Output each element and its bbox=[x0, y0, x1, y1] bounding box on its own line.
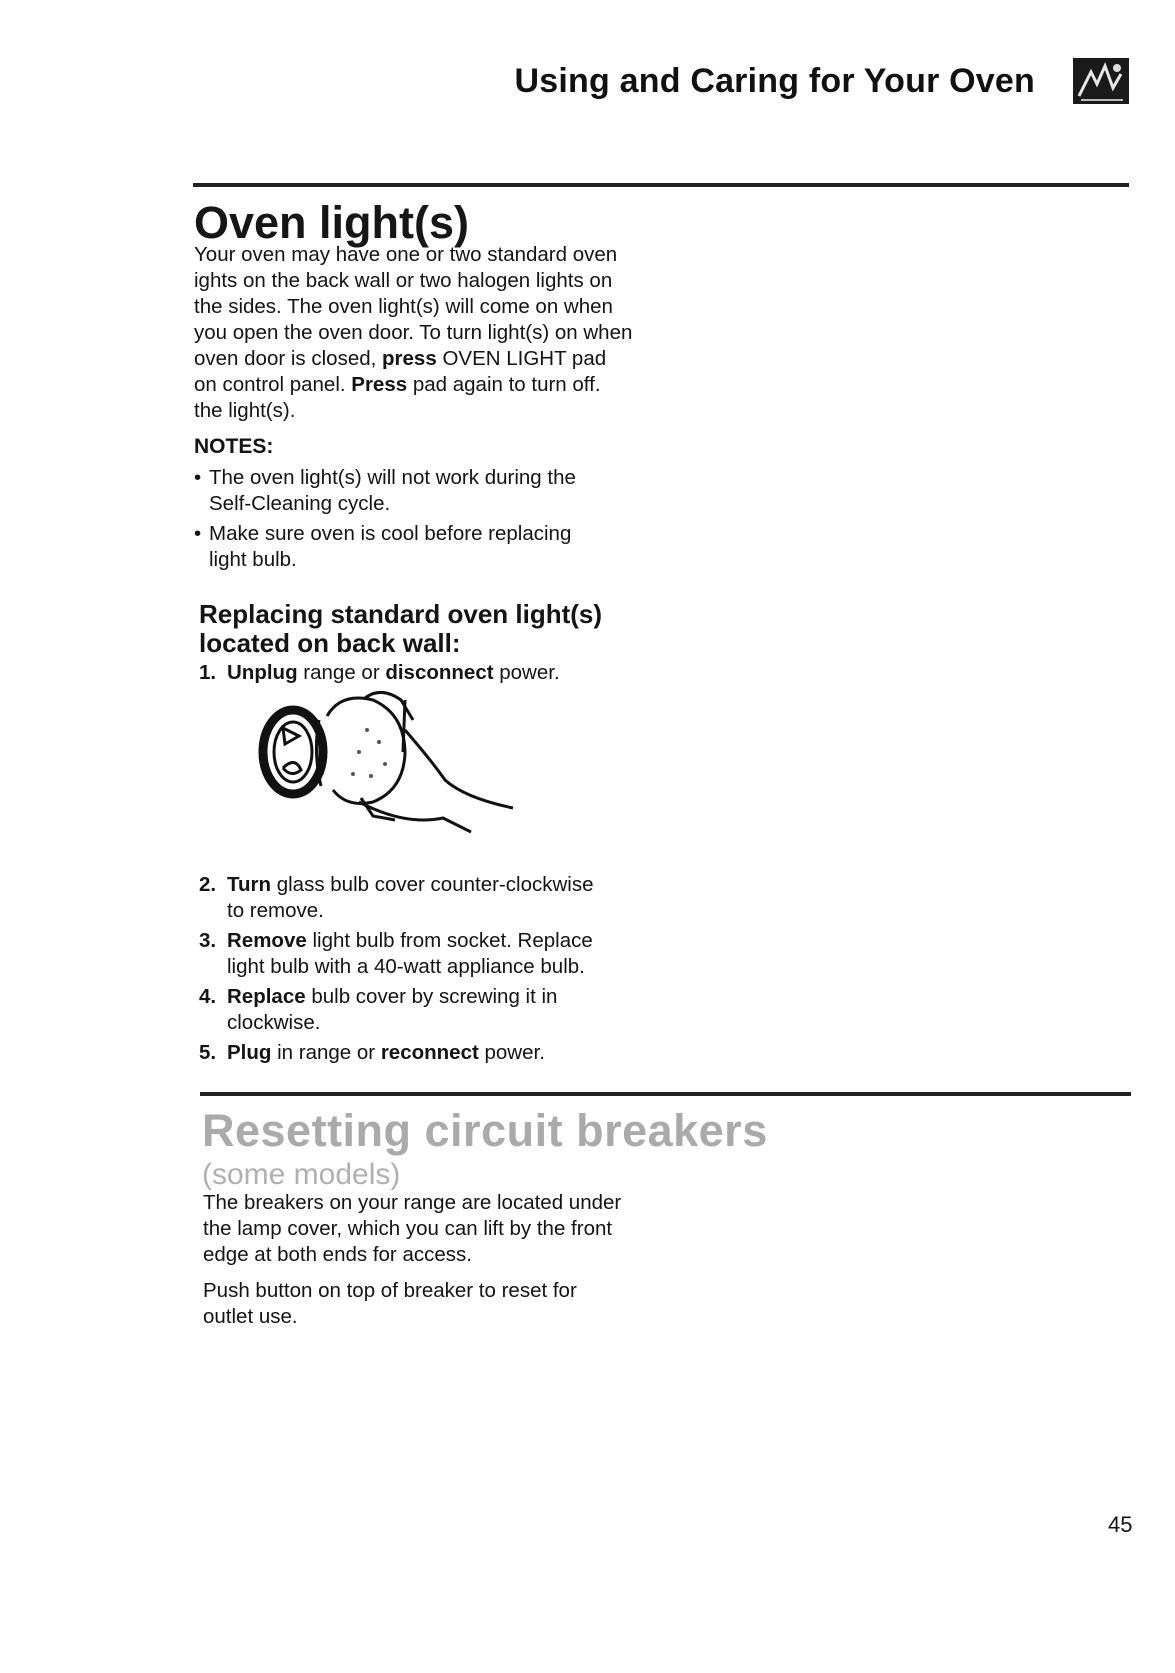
step-text: to remove. bbox=[227, 899, 324, 922]
step-text: bulb cover by screwing it in bbox=[305, 985, 558, 1008]
intro-text: on control panel. bbox=[194, 373, 352, 396]
step-verb: Unplug bbox=[227, 661, 298, 684]
intro-emphasis: Press bbox=[351, 373, 408, 396]
step-text: glass bulb cover counter-clockwise bbox=[271, 873, 594, 896]
note-text: light bulb. bbox=[209, 548, 297, 571]
step-number: 3. bbox=[199, 929, 217, 952]
paragraph-line: the lamp cover, which you can lift by the front bbox=[203, 1217, 613, 1240]
note-text: Self-Cleaning cycle. bbox=[209, 492, 391, 515]
intro-text: pad again to turn off. bbox=[407, 373, 601, 396]
step-text: power. bbox=[478, 1041, 545, 1064]
breakers-reset-paragraph bbox=[203, 1278, 643, 1330]
step-text: in range or bbox=[271, 1041, 381, 1064]
step-number: 4. bbox=[199, 985, 217, 1008]
section-subtitle: (some models) bbox=[202, 1158, 401, 1191]
hand-turning-bulb-cover-illustration bbox=[255, 690, 555, 860]
intro-line bbox=[194, 346, 694, 372]
subheading-line: Replacing standard oven light(s) bbox=[199, 599, 603, 629]
step-verb: Turn bbox=[227, 873, 272, 896]
subheading-replacing-lights bbox=[199, 600, 679, 658]
step-verb: reconnect bbox=[380, 1041, 479, 1064]
page-number: 45 bbox=[1108, 1512, 1133, 1537]
oven-graphic-icon bbox=[1073, 58, 1129, 104]
section-divider bbox=[200, 1092, 1131, 1096]
intro-line: Your oven may have one or two standard oven bbox=[194, 243, 618, 266]
step-item bbox=[199, 928, 659, 980]
bullet: • bbox=[194, 466, 202, 489]
note-text: Make sure oven is cool before replacing bbox=[209, 522, 572, 545]
intro-line: the sides. The oven light(s) will come on when bbox=[194, 295, 613, 318]
step-number: 1. bbox=[199, 661, 217, 684]
step-verb: Remove bbox=[227, 929, 307, 952]
step-text: power. bbox=[493, 661, 560, 684]
step-text: clockwise. bbox=[227, 1011, 321, 1034]
paragraph-line: outlet use. bbox=[203, 1305, 298, 1328]
step-item bbox=[199, 1040, 659, 1066]
step-verb: Replace bbox=[227, 985, 306, 1008]
intro-line: the light(s). bbox=[194, 399, 296, 422]
step-text: light bulb with a 40-watt appliance bulb. bbox=[227, 955, 585, 978]
breakers-paragraph bbox=[203, 1190, 683, 1268]
note-text: The oven light(s) will not work during the bbox=[209, 466, 576, 489]
intro-line: you open the oven door. To turn light(s) on when bbox=[194, 321, 633, 344]
intro-text: OVEN LIGHT pad bbox=[436, 347, 607, 370]
step-verb: disconnect bbox=[385, 661, 494, 684]
step-number: 5. bbox=[199, 1041, 217, 1064]
step-item bbox=[199, 984, 659, 1036]
intro-text: oven door is closed, bbox=[194, 347, 383, 370]
step-text: light bulb from socket. Replace bbox=[306, 929, 593, 952]
paragraph-line: edge at both ends for access. bbox=[203, 1243, 472, 1266]
step-text: range or bbox=[297, 661, 386, 684]
step-item bbox=[199, 872, 659, 924]
note-item bbox=[194, 521, 634, 573]
oven-lights-intro bbox=[194, 242, 694, 424]
section-title-oven-lights: Oven light(s) bbox=[194, 197, 470, 248]
step-verb: Plug bbox=[227, 1041, 272, 1064]
intro-emphasis: press bbox=[382, 347, 437, 370]
intro-line bbox=[194, 372, 694, 398]
paragraph-line: The breakers on your range are located under bbox=[203, 1191, 622, 1214]
notes-heading: NOTES: bbox=[194, 435, 274, 458]
section-divider bbox=[193, 183, 1129, 187]
page-header-title: Using and Caring for Your Oven bbox=[514, 62, 1035, 100]
bullet: • bbox=[194, 522, 202, 545]
note-item bbox=[194, 465, 634, 517]
intro-line: ights on the back wall or two halogen lights on bbox=[194, 269, 613, 292]
subheading-line: located on back wall: bbox=[199, 628, 461, 658]
section-title-circuit-breakers: Resetting circuit breakers bbox=[202, 1105, 768, 1156]
step-number: 2. bbox=[199, 873, 217, 896]
step-item bbox=[199, 660, 659, 686]
paragraph-line: Push button on top of breaker to reset for bbox=[203, 1279, 577, 1302]
